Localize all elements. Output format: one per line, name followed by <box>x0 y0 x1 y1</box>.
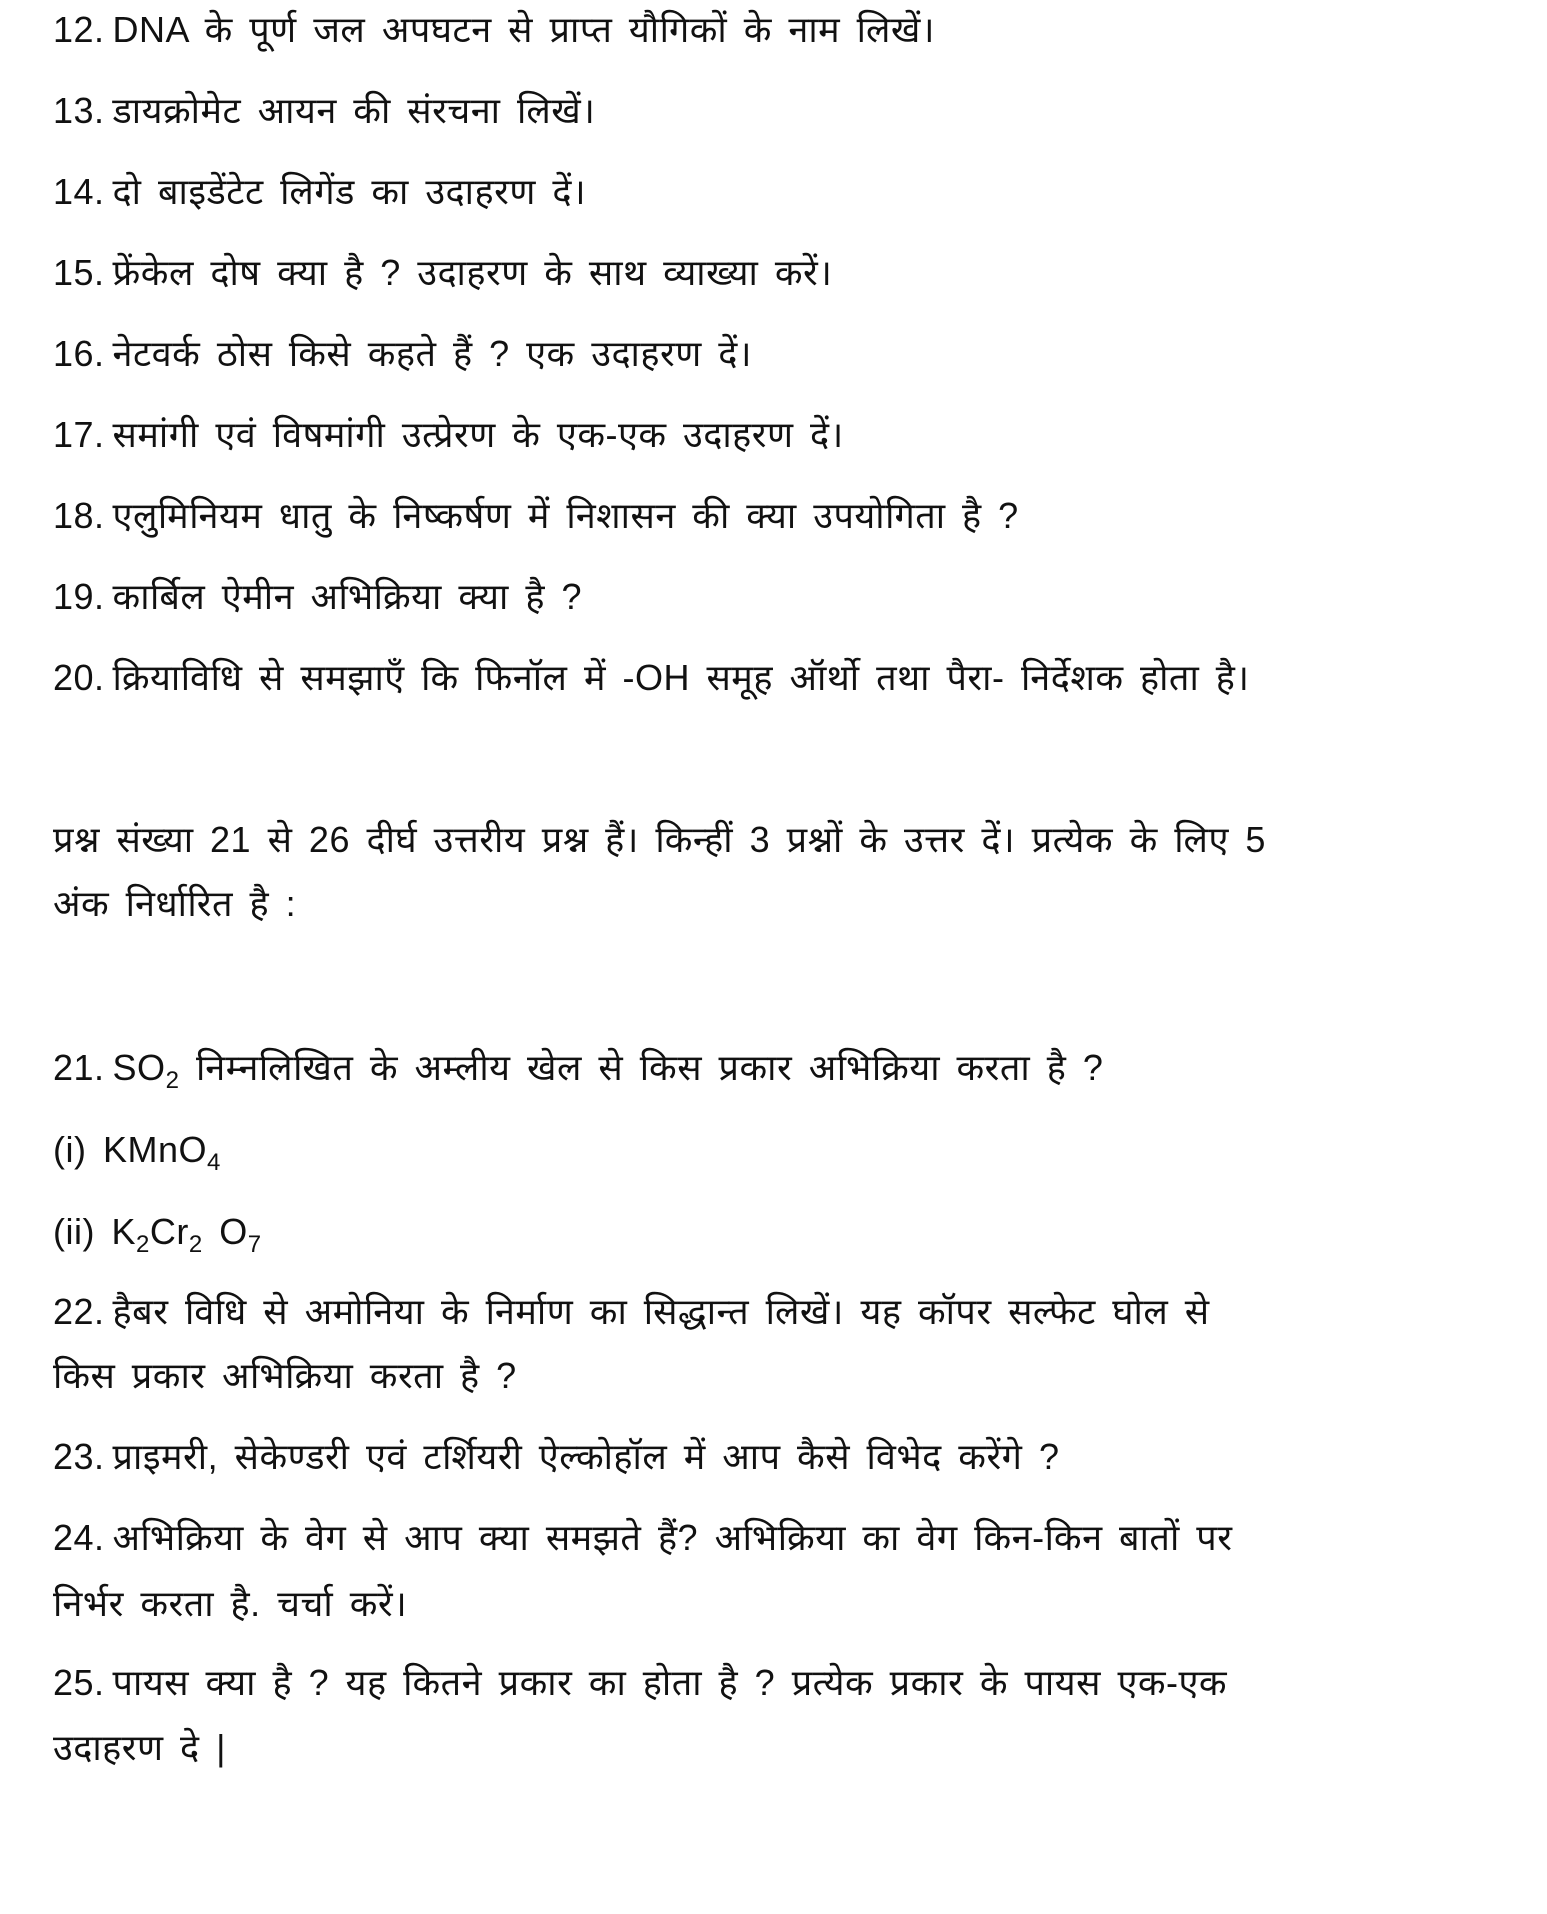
question-20 <box>53 656 1250 700</box>
question-text: निम्नलिखित के अम्लीय खेल से किस प्रकार अभिक्रिया करता है ? <box>195 1047 1104 1088</box>
question-text: प्राइमरी, सेकेण्डरी एवं टर्शियरी ऐल्कोहॉल में आप कैसे विभेद करेंगे ? <box>112 1436 1060 1477</box>
section-instruction-line-2: अंक निर्धारित है : <box>53 883 297 924</box>
question-22 <box>53 1290 1210 1334</box>
question-number: 12. <box>53 9 105 50</box>
question-text: हैबर विधि से अमोनिया के निर्माण का सिद्धान्त लिखें। यह कॉपर सल्फेट घोल से <box>112 1291 1210 1332</box>
question-text: कार्बिल ऐमीन अभिक्रिया क्या है ? <box>112 576 582 617</box>
question-number: 18. <box>53 495 105 536</box>
question-25-continuation: उदाहरण दे | <box>53 1727 227 1768</box>
chemical-formula: KMnO$_4$ <box>103 1129 221 1176</box>
question-13 <box>53 89 595 133</box>
question-19 <box>53 575 582 619</box>
question-21 <box>53 1046 1104 1094</box>
question-24 <box>53 1516 1232 1560</box>
question-16 <box>53 332 752 376</box>
question-text: नेटवर्क ठोस किसे कहते हैं ? एक उदाहरण दें। <box>112 333 753 374</box>
question-text: फ्रेंकेल दोष क्या है ? उदाहरण के साथ व्याख्या करें। <box>112 252 833 293</box>
question-number: 22. <box>53 1291 105 1332</box>
question-number: 24. <box>53 1517 105 1558</box>
question-number: 13. <box>53 90 105 131</box>
question-12 <box>53 8 935 52</box>
question-24-continuation: निर्भर करता है. चर्चा करें। <box>53 1583 408 1624</box>
question-text: अभिक्रिया के वेग से आप क्या समझते हैं? अभिक्रिया का वेग किन-किन बातों पर <box>112 1517 1233 1558</box>
question-21-option-ii <box>53 1210 262 1258</box>
question-15 <box>53 251 832 295</box>
question-18 <box>53 494 1019 538</box>
question-text: दो बाइडेंटेट लिगेंड का उदाहरण दें। <box>112 171 587 212</box>
question-23 <box>53 1435 1059 1479</box>
question-number: 21. <box>53 1047 105 1088</box>
question-text: क्रियाविधि से समझाएँ कि फिनॉल में -OH समूह ऑर्थो तथा पैरा- निर्देशक होता है। <box>112 657 1250 698</box>
question-number: 17. <box>53 414 105 455</box>
question-number: 23. <box>53 1436 105 1477</box>
question-22-continuation: किस प्रकार अभिक्रिया करता है ? <box>53 1355 517 1396</box>
question-number: 25. <box>53 1662 105 1703</box>
question-text: DNA के पूर्ण जल अपघटन से प्राप्त यौगिकों के नाम लिखें। <box>112 9 936 50</box>
question-number: 16. <box>53 333 105 374</box>
question-text: एलुमिनियम धातु के निष्कर्षण में निशासन की क्या उपयोगिता है ? <box>112 495 1019 536</box>
question-number: 19. <box>53 576 105 617</box>
section-instruction-line-1: प्रश्न संख्या 21 से 26 दीर्घ उत्तरीय प्रश्न हैं। किन्हीं 3 प्रश्नों के उत्तर दें। प्रत्येक के लिए 5 <box>53 819 1266 860</box>
option-label: (ii) <box>53 1211 95 1252</box>
question-text: समांगी एवं विषमांगी उत्प्रेरण के एक-एक उदाहरण दें। <box>112 414 844 455</box>
question-text: डायक्रोमेट आयन की संरचना लिखें। <box>112 90 596 131</box>
question-17 <box>53 413 844 457</box>
question-25 <box>53 1661 1227 1705</box>
question-14 <box>53 170 586 214</box>
option-label: (i) <box>53 1129 87 1170</box>
question-21-option-i <box>53 1128 221 1176</box>
question-number: 20. <box>53 657 105 698</box>
chemical-formula: $SO_2$ <box>112 1047 180 1094</box>
chemical-formula: $K_2Cr_2$ $O_7$ <box>111 1211 262 1258</box>
question-text: पायस क्या है ? यह कितने प्रकार का होता है ? प्रत्येक प्रकार के पायस एक-एक <box>112 1662 1228 1703</box>
question-number: 14. <box>53 171 105 212</box>
question-number: 15. <box>53 252 105 293</box>
